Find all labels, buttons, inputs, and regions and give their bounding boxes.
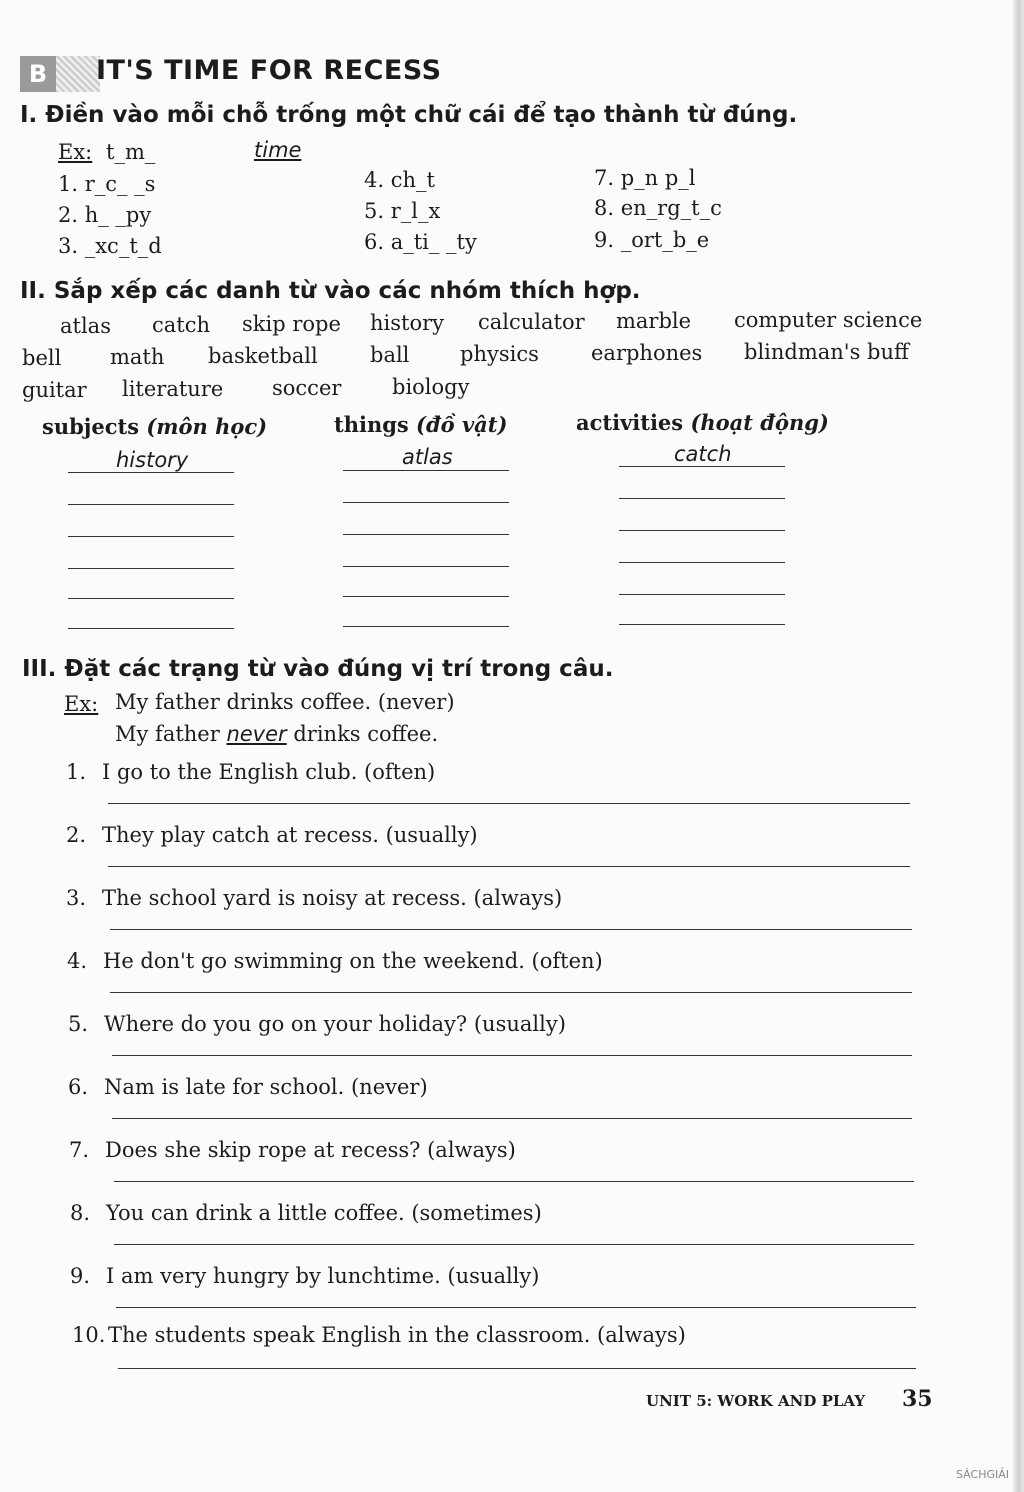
word-bank-item: basketball (208, 344, 318, 368)
answer-line[interactable] (110, 929, 912, 930)
section-title: IT'S TIME FOR RECESS (96, 55, 442, 86)
answer-line[interactable] (108, 866, 910, 867)
part3-item: 7. Does she skip rope at recess? (always) (69, 1138, 516, 1162)
part1-item: 4. ch_t (364, 168, 435, 192)
part3-example-sentence: My father drinks coffee. (never) (115, 690, 455, 714)
column-header-subjects: subjects (môn học) (42, 414, 268, 439)
answer-line[interactable] (112, 1118, 912, 1119)
word-bank-item: blindman's buff (744, 340, 909, 364)
part3-item: 2. They play catch at recess. (usually) (66, 823, 478, 847)
word-bank-item: atlas (60, 314, 111, 338)
part3-item: 1. I go to the English club. (often) (66, 760, 436, 784)
part3-example-answer: My father never drinks coffee. (115, 722, 439, 746)
part1-item: 1. r_c_ _s (58, 172, 156, 196)
part1-example-answer: time (254, 138, 302, 162)
column-header-activities: activities (hoạt động) (576, 410, 829, 435)
part1-item: 3. _xc_t_d (58, 234, 162, 258)
word-bank-item: history (370, 311, 445, 335)
answer-line[interactable] (68, 472, 234, 473)
answer-line[interactable] (343, 626, 509, 627)
part3-item: 10. The students speak English in the classroom. (always) (72, 1323, 686, 1347)
word-bank-item: skip rope (242, 312, 341, 336)
answer-line[interactable] (114, 1244, 914, 1245)
answer-line[interactable] (619, 530, 785, 531)
column-sample-answer: atlas (402, 445, 453, 469)
answer-line[interactable] (343, 566, 509, 567)
answer-line[interactable] (116, 1307, 916, 1308)
part3-item: 8. You can drink a little coffee. (sometimes) (70, 1201, 542, 1225)
answer-line[interactable] (68, 536, 234, 537)
word-bank-item: ball (370, 343, 410, 367)
part1-example-label: Ex: (58, 140, 93, 164)
page-number: 35 (902, 1386, 933, 1412)
part3-item: 9. I am very hungry by lunchtime. (usually) (70, 1264, 540, 1288)
part1-item: 7. p_n p_l (594, 166, 696, 190)
answer-line[interactable] (68, 568, 234, 569)
word-bank-item: literature (122, 377, 224, 401)
page-edge-shadow (1012, 0, 1024, 1492)
answer-line[interactable] (619, 498, 785, 499)
answer-line[interactable] (343, 534, 509, 535)
answer-line[interactable] (68, 598, 234, 599)
answer-line[interactable] (118, 1368, 916, 1369)
word-bank-item: guitar (22, 378, 87, 402)
watermark-logo: SÁCHGIẢI (956, 1468, 1010, 1481)
column-sample-answer: history (116, 448, 189, 472)
word-bank-item: marble (616, 309, 692, 333)
column-header-things: things (đồ vật) (334, 412, 508, 437)
part3-item: 6. Nam is late for school. (never) (68, 1075, 428, 1099)
answer-line[interactable] (619, 624, 785, 625)
answer-line[interactable] (114, 1181, 914, 1182)
section-letter-badge: B (20, 56, 56, 92)
part1-item: 5. r_l_x (364, 199, 441, 223)
part1-heading: I. Điền vào mỗi chỗ trống một chữ cái để tạo thành từ đúng. (20, 102, 798, 128)
part1-item: 2. h_ _py (58, 203, 152, 227)
word-bank-item: physics (460, 342, 539, 366)
part1-item: 6. a_ti_ _ty (364, 230, 477, 254)
part3-heading: III. Đặt các trạng từ vào đúng vị trí trong câu. (22, 656, 614, 682)
word-bank-item: earphones (591, 341, 703, 365)
part1-item: 8. en_rg_t_c (594, 196, 722, 220)
answer-line[interactable] (108, 803, 910, 804)
answer-line[interactable] (343, 596, 509, 597)
part3-item: 3. The school yard is noisy at recess. (always) (66, 886, 563, 910)
word-bank-item: catch (152, 313, 211, 337)
answer-line[interactable] (619, 466, 785, 467)
answer-line[interactable] (110, 992, 912, 993)
part1-item: 9. _ort_b_e (594, 228, 710, 252)
answer-line[interactable] (619, 562, 785, 563)
answer-line[interactable] (68, 504, 234, 505)
column-sample-answer: catch (674, 442, 732, 466)
part3-example-label: Ex: (64, 692, 99, 716)
footer-unit-label: UNIT 5: WORK AND PLAY (646, 1392, 866, 1410)
part2-heading: II. Sắp xếp các danh từ vào các nhóm thích hợp. (20, 278, 641, 304)
section-header-band (56, 56, 100, 92)
part3-item: 5. Where do you go on your holiday? (usually) (68, 1012, 566, 1036)
part3-item: 4. He don't go swimming on the weekend. (often) (67, 949, 603, 973)
word-bank-item: bell (22, 346, 62, 370)
word-bank-item: soccer (272, 376, 342, 400)
part1-example-prompt: t_m_ (106, 140, 156, 164)
answer-line[interactable] (68, 628, 234, 629)
answer-line[interactable] (343, 502, 509, 503)
answer-line[interactable] (619, 594, 785, 595)
word-bank-item: biology (392, 375, 470, 399)
answer-line[interactable] (343, 470, 509, 471)
answer-line[interactable] (112, 1055, 912, 1056)
word-bank-item: math (110, 345, 165, 369)
word-bank-item: calculator (478, 310, 585, 334)
word-bank-item: computer science (734, 308, 923, 332)
